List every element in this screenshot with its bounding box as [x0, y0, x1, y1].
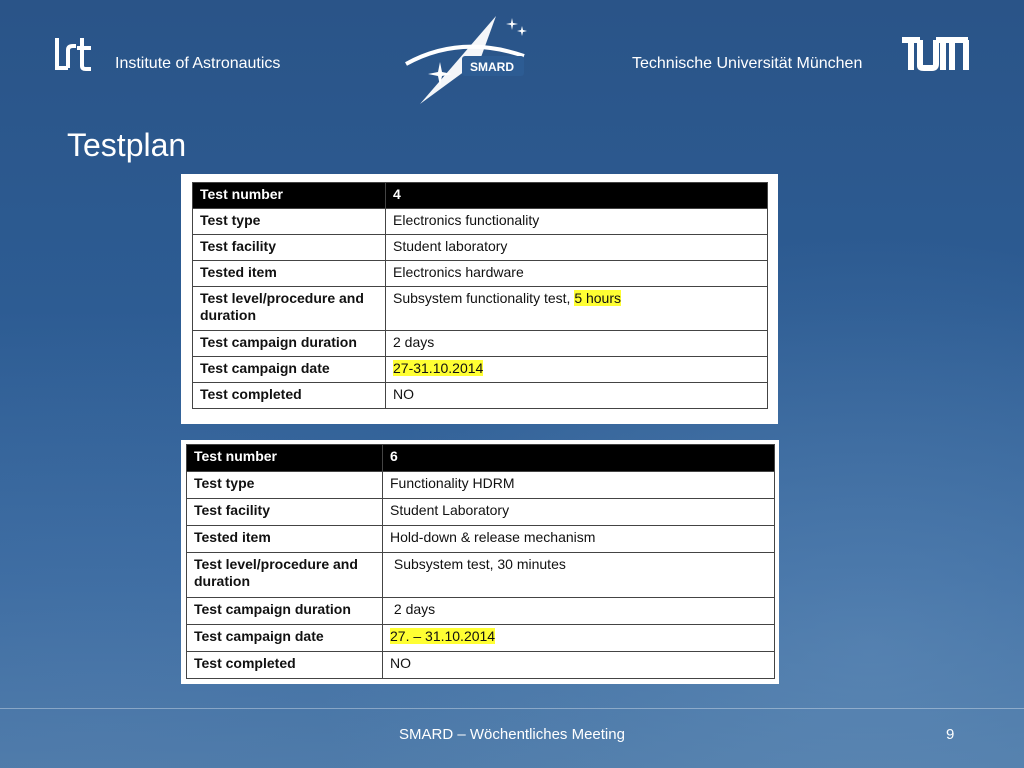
- value-text: Subsystem functionality test,: [393, 290, 571, 306]
- label-cell: Test level/procedure and duration: [193, 287, 386, 331]
- table-row: [193, 235, 768, 261]
- table-row: [187, 553, 775, 598]
- label-cell: Test campaign date: [187, 625, 383, 652]
- university-name: Technische Universität München: [632, 55, 863, 72]
- value-cell: 6: [383, 445, 775, 472]
- value-cell: Electronics hardware: [386, 261, 768, 287]
- value-cell: [383, 625, 775, 652]
- value-cell: [386, 357, 768, 383]
- label-cell: Test level/procedure and duration: [187, 553, 383, 598]
- value-cell: Hold-down & release mechanism: [383, 526, 775, 553]
- label-cell: Test facility: [187, 499, 383, 526]
- table-row: [193, 261, 768, 287]
- highlighted-value: 27. – 31.10.2014: [390, 628, 496, 644]
- page-number: 9: [946, 726, 955, 743]
- table-row: [187, 499, 775, 526]
- table-row: [187, 526, 775, 553]
- label-cell: Test campaign duration: [187, 598, 383, 625]
- table-row: [193, 209, 768, 235]
- value-cell: 2 days: [386, 331, 768, 357]
- value-cell: NO: [386, 383, 768, 409]
- value-cell: NO: [383, 652, 775, 679]
- label-cell: Tested item: [193, 261, 386, 287]
- table-row: [193, 331, 768, 357]
- value-cell: 2 days: [383, 598, 775, 625]
- value-cell: Electronics functionality: [386, 209, 768, 235]
- label-cell: Test facility: [193, 235, 386, 261]
- table-row: [187, 625, 775, 652]
- table-row: [187, 652, 775, 679]
- test-table-1: [181, 174, 778, 424]
- smard-logo: [400, 12, 540, 113]
- highlighted-value: 27-31.10.2014: [393, 360, 484, 376]
- value-cell: Subsystem test, 30 minutes: [383, 553, 775, 598]
- table-row: [193, 183, 768, 209]
- value-cell: Student Laboratory: [383, 499, 775, 526]
- table-row: [193, 357, 768, 383]
- tum-logo: [900, 36, 970, 77]
- slide-header: [0, 0, 1024, 110]
- value-cell: [386, 287, 768, 331]
- value-cell: Functionality HDRM: [383, 472, 775, 499]
- test-table-2: [181, 440, 779, 684]
- page-title: Testplan: [67, 127, 187, 163]
- value-cell: 4: [386, 183, 768, 209]
- label-cell: Test campaign date: [193, 357, 386, 383]
- institute-name: Institute of Astronautics: [115, 55, 281, 72]
- label-cell: Test completed: [187, 652, 383, 679]
- highlighted-value: 5 hours: [574, 290, 622, 306]
- footer-title: SMARD – Wöchentliches Meeting: [399, 726, 625, 743]
- smard-logo-text: SMARD: [470, 60, 514, 74]
- lrt-logo: [54, 36, 94, 77]
- label-cell: Test type: [193, 209, 386, 235]
- table-row: [187, 472, 775, 499]
- table-row: [187, 445, 775, 472]
- label-cell: Test type: [187, 472, 383, 499]
- label-cell: Test number: [187, 445, 383, 472]
- label-cell: Test completed: [193, 383, 386, 409]
- footer-divider: [0, 708, 1024, 709]
- value-cell: Student laboratory: [386, 235, 768, 261]
- label-cell: Tested item: [187, 526, 383, 553]
- label-cell: Test campaign duration: [193, 331, 386, 357]
- label-cell: Test number: [193, 183, 386, 209]
- table-row: [187, 598, 775, 625]
- table-row: [193, 383, 768, 409]
- table-row: [193, 287, 768, 331]
